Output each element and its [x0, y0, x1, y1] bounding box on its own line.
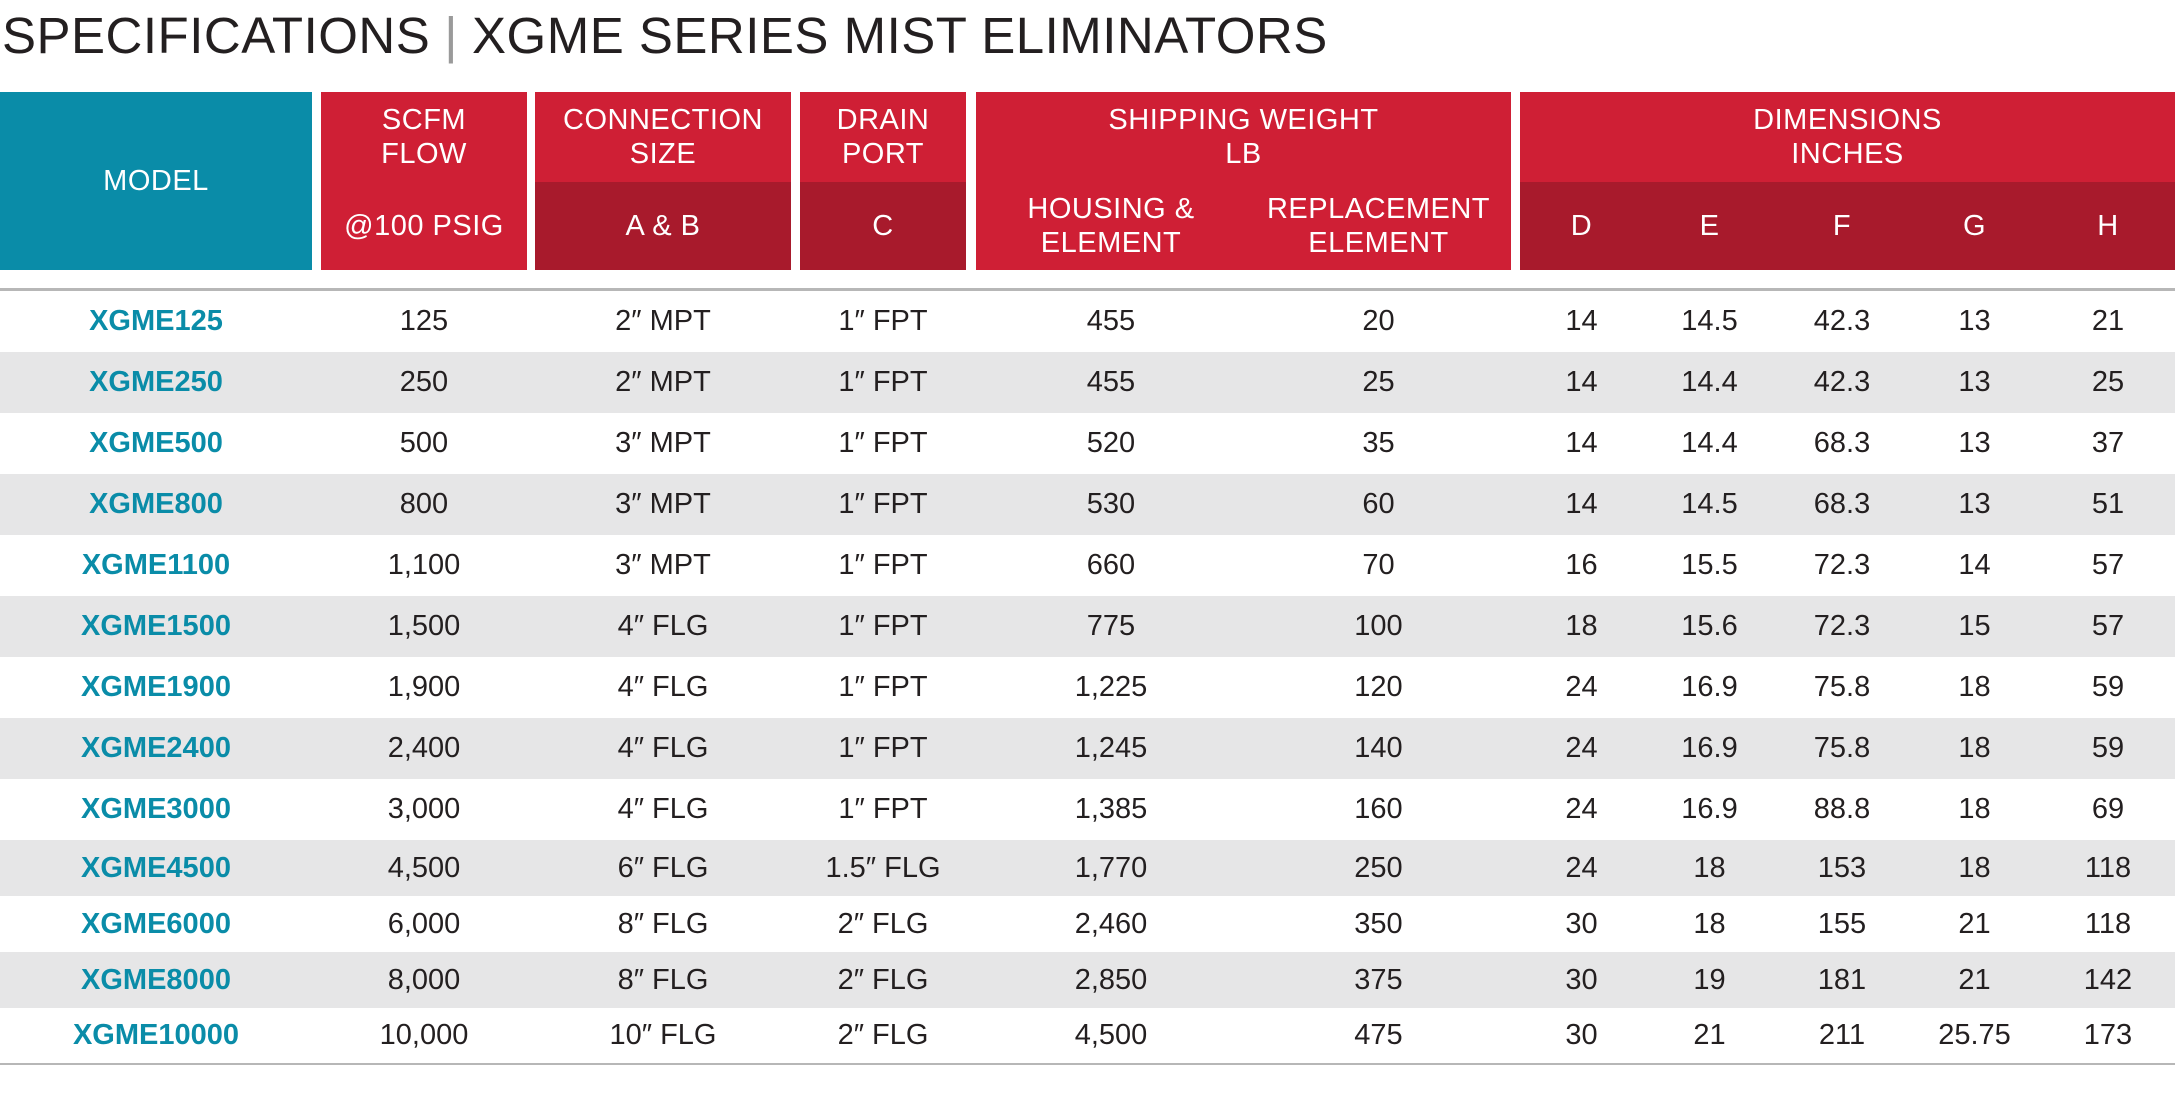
cell-scfm-flow: 800 — [399, 488, 449, 520]
title-main: SPECIFICATIONS — [2, 7, 431, 64]
header-dim-f: F — [1776, 182, 1908, 270]
cell-housing-element-weight: 520 — [1086, 427, 1136, 459]
cell-dim-f: 75.8 — [1813, 732, 1871, 764]
cell-dim-g: 21 — [1958, 963, 1991, 996]
cell-dim-h: 118 — [2084, 907, 2132, 940]
cell-dim-f: 155 — [1817, 907, 1867, 940]
cell-housing-element-weight: 660 — [1086, 549, 1136, 581]
cell-dim-d: 14 — [1565, 366, 1598, 398]
cell-dim-e: 18 — [1693, 907, 1726, 940]
table-row — [0, 1008, 2175, 1063]
table-row — [0, 952, 2175, 1008]
cell-connection-size: 3″ MPT — [615, 488, 711, 520]
cell-connection-size: 8″ FLG — [617, 963, 709, 996]
title-sub: XGME SERIES MIST ELIMINATORS — [472, 7, 1328, 64]
cell-connection-size: 3″ MPT — [615, 549, 711, 581]
cell-drain-port: 1.5″ FLG — [825, 851, 941, 884]
page-title — [2, 6, 1328, 66]
cell-dim-e: 15.6 — [1681, 610, 1738, 642]
header-dim-d: D — [1520, 182, 1643, 270]
cell-connection-size: 4″ FLG — [617, 671, 709, 703]
cell-drain-port: 2″ FLG — [837, 907, 929, 940]
header-replacement-element: REPLACEMENT ELEMENT — [1246, 182, 1511, 270]
cell-dim-h: 118 — [2084, 851, 2132, 884]
cell-dim-e: 21 — [1693, 1019, 1726, 1051]
table-row — [0, 840, 2175, 896]
table-row — [0, 718, 2175, 779]
cell-scfm-flow: 8,000 — [387, 963, 461, 996]
cell-housing-element-weight: 2,460 — [1074, 907, 1148, 940]
table-row — [0, 352, 2175, 413]
cell-connection-size: 2″ MPT — [615, 366, 711, 398]
cell-dim-f: 72.3 — [1813, 549, 1871, 581]
cell-scfm-flow: 1,100 — [387, 549, 461, 581]
cell-drain-port: 1″ FPT — [838, 305, 928, 337]
cell-dim-h: 37 — [2091, 427, 2125, 459]
cell-dim-e: 14.5 — [1681, 488, 1738, 520]
cell-dim-d: 24 — [1565, 671, 1598, 703]
cell-dim-f: 68.3 — [1813, 427, 1871, 459]
table-row — [0, 291, 2175, 352]
cell-model: XGME250 — [89, 366, 223, 398]
cell-dim-e: 16.9 — [1681, 732, 1738, 764]
cell-model: XGME4500 — [81, 851, 231, 884]
cell-model: XGME10000 — [72, 1019, 240, 1051]
cell-drain-port: 1″ FPT — [838, 488, 928, 520]
cell-dim-h: 59 — [2091, 732, 2125, 764]
cell-dim-e: 15.5 — [1681, 549, 1738, 581]
cell-model: XGME500 — [89, 427, 223, 459]
table-row — [0, 657, 2175, 718]
cell-model: XGME800 — [89, 488, 223, 520]
cell-drain-port: 1″ FPT — [838, 610, 928, 642]
cell-scfm-flow: 6,000 — [387, 907, 461, 940]
cell-dim-h: 142 — [2083, 963, 2133, 996]
cell-dim-d: 24 — [1565, 732, 1598, 764]
cell-dim-f: 211 — [1818, 1019, 1866, 1051]
cell-replacement-element-weight: 60 — [1362, 488, 1395, 520]
cell-model: XGME2400 — [81, 732, 231, 764]
table-bottom-rule — [0, 1063, 2175, 1065]
cell-dim-f: 181 — [1817, 963, 1867, 996]
table-row — [0, 535, 2175, 596]
cell-model: XGME125 — [89, 305, 223, 337]
cell-housing-element-weight: 4,500 — [1074, 1019, 1148, 1051]
cell-dim-e: 14.4 — [1681, 366, 1738, 398]
cell-connection-size: 10″ FLG — [609, 1019, 717, 1051]
cell-dim-f: 68.3 — [1813, 488, 1871, 520]
cell-replacement-element-weight: 20 — [1362, 305, 1395, 337]
cell-dim-e: 18 — [1693, 851, 1726, 884]
cell-connection-size: 3″ MPT — [615, 427, 711, 459]
cell-drain-port: 2″ FLG — [837, 1019, 929, 1051]
cell-dim-g: 18 — [1958, 851, 1991, 884]
header-scfm-flow: SCFM FLOW — [321, 92, 527, 182]
cell-dim-f: 42.3 — [1813, 305, 1871, 337]
header-dimensions: DIMENSIONS INCHES — [1520, 92, 2175, 182]
table-row — [0, 779, 2175, 840]
cell-drain-port: 1″ FPT — [838, 671, 928, 703]
cell-dim-f: 42.3 — [1813, 366, 1871, 398]
cell-model: XGME1100 — [81, 549, 231, 581]
cell-dim-h: 25 — [2091, 366, 2125, 398]
cell-replacement-element-weight: 120 — [1354, 671, 1403, 703]
cell-drain-port: 1″ FPT — [838, 427, 928, 459]
cell-model: XGME3000 — [81, 793, 231, 825]
cell-dim-f: 153 — [1817, 851, 1867, 884]
cell-replacement-element-weight: 375 — [1354, 963, 1403, 996]
cell-dim-g: 25.75 — [1938, 1019, 2011, 1051]
header-drain-port: DRAIN PORT — [800, 92, 966, 182]
cell-dim-h: 51 — [2091, 488, 2125, 520]
table-row — [0, 896, 2175, 952]
cell-dim-g: 13 — [1958, 366, 1991, 398]
cell-dim-d: 30 — [1565, 963, 1598, 996]
cell-drain-port: 2″ FLG — [837, 963, 929, 996]
cell-scfm-flow: 2,400 — [387, 732, 461, 764]
cell-dim-e: 16.9 — [1681, 671, 1738, 703]
cell-dim-d: 18 — [1565, 610, 1598, 642]
cell-replacement-element-weight: 475 — [1354, 1019, 1403, 1051]
cell-dim-h: 21 — [2091, 305, 2125, 337]
cell-drain-port: 1″ FPT — [838, 793, 928, 825]
cell-replacement-element-weight: 70 — [1362, 549, 1395, 581]
cell-replacement-element-weight: 350 — [1354, 907, 1403, 940]
cell-dim-e: 14.4 — [1681, 427, 1738, 459]
cell-dim-d: 14 — [1565, 488, 1598, 520]
cell-dim-g: 18 — [1958, 732, 1991, 764]
title-separator: | — [444, 7, 459, 64]
cell-connection-size: 6″ FLG — [617, 851, 709, 884]
cell-connection-size: 4″ FLG — [617, 793, 709, 825]
cell-housing-element-weight: 1,770 — [1074, 851, 1148, 884]
table-row — [0, 474, 2175, 535]
cell-dim-g: 13 — [1958, 305, 1991, 337]
cell-connection-size: 4″ FLG — [617, 732, 709, 764]
cell-dim-f: 72.3 — [1813, 610, 1871, 642]
cell-drain-port: 1″ FPT — [838, 549, 928, 581]
cell-dim-h: 59 — [2091, 671, 2125, 703]
cell-housing-element-weight: 455 — [1086, 366, 1136, 398]
cell-dim-h: 69 — [2091, 793, 2125, 825]
cell-dim-e: 16.9 — [1681, 793, 1738, 825]
header-connection-size: CONNECTION SIZE — [535, 92, 791, 182]
cell-model: XGME8000 — [81, 963, 231, 996]
header-scfm-psig: @100 PSIG — [321, 182, 527, 270]
table-row — [0, 413, 2175, 474]
cell-dim-f: 88.8 — [1813, 793, 1871, 825]
cell-scfm-flow: 4,500 — [387, 851, 461, 884]
cell-dim-f: 75.8 — [1813, 671, 1871, 703]
cell-dim-g: 18 — [1958, 793, 1991, 825]
cell-replacement-element-weight: 100 — [1354, 610, 1403, 642]
cell-scfm-flow: 10,000 — [379, 1019, 469, 1051]
cell-scfm-flow: 1,500 — [387, 610, 461, 642]
header-connection-ab: A & B — [535, 182, 791, 270]
cell-dim-d: 16 — [1565, 549, 1598, 581]
cell-dim-d: 24 — [1565, 793, 1598, 825]
cell-housing-element-weight: 1,225 — [1074, 671, 1148, 703]
header-model: MODEL — [0, 92, 312, 270]
cell-drain-port: 1″ FPT — [838, 732, 928, 764]
cell-drain-port: 1″ FPT — [838, 366, 928, 398]
cell-dim-g: 18 — [1958, 671, 1991, 703]
cell-scfm-flow: 1,900 — [387, 671, 461, 703]
cell-housing-element-weight: 455 — [1086, 305, 1136, 337]
cell-replacement-element-weight: 160 — [1354, 793, 1403, 825]
header-shipping-weight: SHIPPING WEIGHT LB — [976, 92, 1511, 182]
cell-replacement-element-weight: 140 — [1354, 732, 1403, 764]
cell-connection-size: 4″ FLG — [617, 610, 709, 642]
cell-scfm-flow: 3,000 — [387, 793, 461, 825]
cell-model: XGME6000 — [81, 907, 231, 940]
cell-dim-h: 173 — [2083, 1019, 2133, 1051]
cell-housing-element-weight: 530 — [1086, 488, 1136, 520]
cell-dim-g: 13 — [1958, 427, 1991, 459]
cell-dim-d: 24 — [1565, 851, 1598, 884]
cell-scfm-flow: 125 — [399, 305, 449, 337]
cell-housing-element-weight: 1,245 — [1074, 732, 1148, 764]
header-drain-c: C — [800, 182, 966, 270]
cell-model: XGME1900 — [81, 671, 231, 703]
cell-connection-size: 2″ MPT — [615, 305, 711, 337]
cell-connection-size: 8″ FLG — [617, 907, 709, 940]
cell-dim-g: 13 — [1958, 488, 1991, 520]
cell-replacement-element-weight: 25 — [1362, 366, 1395, 398]
cell-dim-e: 14.5 — [1681, 305, 1738, 337]
header-dim-e: E — [1643, 182, 1776, 270]
cell-dim-h: 57 — [2091, 610, 2125, 642]
cell-dim-d: 30 — [1565, 1019, 1598, 1051]
cell-scfm-flow: 500 — [399, 427, 449, 459]
table-row — [0, 596, 2175, 657]
cell-dim-g: 15 — [1958, 610, 1991, 642]
header-housing-element: HOUSING & ELEMENT — [976, 182, 1246, 270]
cell-dim-g: 21 — [1958, 907, 1991, 940]
header-dim-h: H — [2041, 182, 2175, 270]
cell-dim-g: 14 — [1958, 549, 1991, 581]
cell-dim-d: 14 — [1565, 427, 1598, 459]
cell-dim-d: 14 — [1565, 305, 1598, 337]
cell-replacement-element-weight: 35 — [1362, 427, 1395, 459]
cell-dim-d: 30 — [1565, 907, 1598, 940]
cell-dim-h: 57 — [2091, 549, 2125, 581]
cell-housing-element-weight: 775 — [1086, 610, 1136, 642]
cell-housing-element-weight: 2,850 — [1074, 963, 1148, 996]
cell-scfm-flow: 250 — [399, 366, 449, 398]
cell-dim-e: 19 — [1693, 963, 1726, 996]
cell-housing-element-weight: 1,385 — [1074, 793, 1148, 825]
cell-model: XGME1500 — [81, 610, 231, 642]
header-dim-g: G — [1908, 182, 2041, 270]
cell-replacement-element-weight: 250 — [1354, 851, 1403, 884]
